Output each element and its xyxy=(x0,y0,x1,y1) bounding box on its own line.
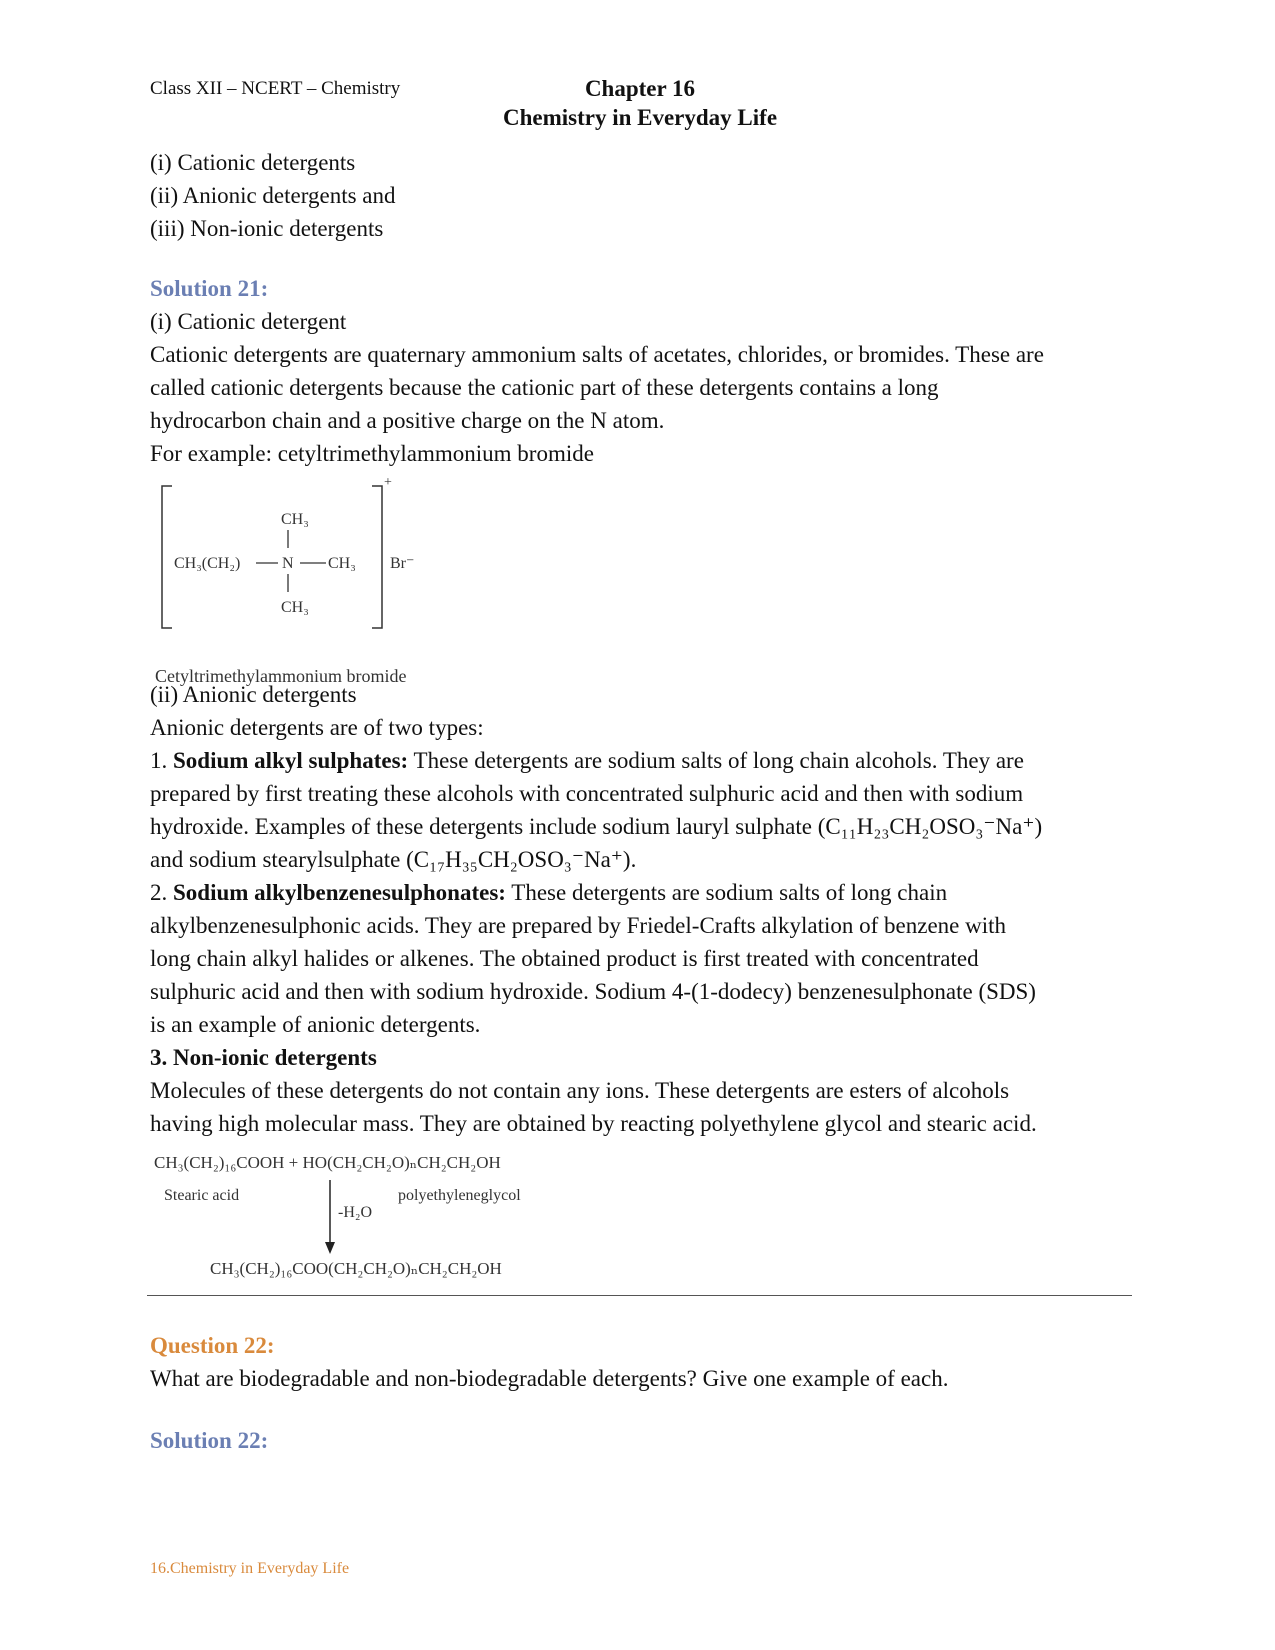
list-item: (iii) Non-ionic detergents xyxy=(150,216,384,241)
anionic-intro: Anionic detergents are of two types: xyxy=(150,715,484,740)
example-line: For example: cetyltrimethylammonium bromide xyxy=(150,441,594,466)
type2-line: 2. Sodium alkylbenzenesulphonates: These detergents are sodium salts of long chain xyxy=(150,880,948,905)
alkyl-chain-label: CH₃(CH₂) xyxy=(174,555,241,572)
water-loss-label: -H₂O xyxy=(338,1204,373,1221)
solution-21-heading: Solution 21: xyxy=(150,276,269,301)
reactants-label: CH₃(CH₂)₁₆COOH + HO(CH₂CH₂O)ₙCH₂CH₂OH xyxy=(154,1153,501,1172)
figure-caption: Cetyltrimethylammonium bromide xyxy=(155,666,407,686)
paragraph-line: long chain alkyl halides or alkenes. The obtained product is first treated with concentrated xyxy=(150,946,979,971)
paragraph-line: alkylbenzenesulphonic acids. They are prepared by Friedel-Crafts alkylation of benzene with xyxy=(150,913,1007,938)
arrow-head-icon xyxy=(325,1242,335,1254)
question-22-text: What are biodegradable and non-biodegradable detergents? Give one example of each. xyxy=(150,1366,949,1391)
bottom-methyl-label: CH₃ xyxy=(281,599,309,616)
type1-label: Sodium alkyl sulphates: xyxy=(173,748,409,773)
question-22-block xyxy=(150,1329,1130,1395)
paragraph-line: Cationic detergents are quaternary ammonium salts of acetates, chlorides, or bromides. These are xyxy=(150,342,1044,367)
top-methyl-label: CH₃ xyxy=(281,511,309,528)
paragraph-line: sulphuric acid and then with sodium hydroxide. Sodium 4-(1-dodecy) benzenesulphonate (SDS) xyxy=(150,979,1036,1004)
paragraph-line: is an example of anionic detergents. xyxy=(150,1012,481,1037)
paragraph-line: and sodium stearylsulphate (C₁₇H₃₅CH₂OSO₃⁻Na⁺). xyxy=(150,847,637,872)
question-22-heading: Question 22: xyxy=(150,1333,275,1358)
solution-22-block xyxy=(150,1424,1130,1457)
paragraph-line: hydroxide. Examples of these detergents include sodium lauryl sulphate (C₁₁H₂₃CH₂OSO₃⁻Na⁺) xyxy=(150,814,1043,839)
cetyltrimethylammonium-structure xyxy=(150,478,450,638)
paragraph-line: called cationic detergents because the cationic part of these detergents contains a long xyxy=(150,375,939,400)
type2-label: Sodium alkylbenzenesulphonates: xyxy=(173,880,506,905)
nitrogen-label: N xyxy=(282,555,294,572)
solution-22-heading: Solution 22: xyxy=(150,1428,269,1453)
chapter-title: Chemistry in Everyday Life xyxy=(502,105,778,130)
section-divider xyxy=(147,1295,1132,1296)
chapter-heading xyxy=(470,74,810,132)
esterification-reaction xyxy=(150,1150,570,1285)
type1-line: 1. Sodium alkyl sulphates: These detergents are sodium salts of long chain alcohols. They are xyxy=(150,748,1024,773)
anionic-subheading: (ii) Anionic detergents xyxy=(150,682,357,707)
anionic-block xyxy=(150,678,1130,1140)
product-label: CH₃(CH₂)₁₆COO(CH₂CH₂O)ₙCH₂CH₂OH xyxy=(210,1259,502,1278)
peg-label: polyethyleneglycol xyxy=(398,1187,521,1204)
cationic-subheading: (i) Cationic detergent xyxy=(150,309,347,334)
stearic-acid-label: Stearic acid xyxy=(164,1187,240,1204)
paragraph-line: prepared by first treating these alcohols with concentrated sulphuric acid and then with sodium xyxy=(150,781,1024,806)
charge-label: + xyxy=(384,478,392,490)
paragraph-line: having high molecular mass. They are obtained by reacting polyethylene glycol and stearic acid. xyxy=(150,1111,1037,1136)
right-methyl-label: CH₃ xyxy=(328,555,356,572)
list-item: (i) Cationic detergents xyxy=(150,150,356,175)
header-class-label: Class XII – NCERT – Chemistry xyxy=(150,78,401,99)
detergent-list xyxy=(150,146,1130,245)
list-item: (ii) Anionic detergents and xyxy=(150,183,396,208)
nonionic-subheading: 3. Non-ionic detergents xyxy=(150,1045,377,1070)
solution-21-block xyxy=(150,272,1130,470)
page-footer: 16.Chemistry in Everyday Life xyxy=(150,1560,350,1577)
bromide-label: Br⁻ xyxy=(390,555,415,572)
paragraph-line: Molecules of these detergents do not contain any ions. These detergents are esters of alcohols xyxy=(150,1078,1010,1103)
paragraph-line: hydrocarbon chain and a positive charge on the N atom. xyxy=(150,408,665,433)
chapter-number: Chapter 16 xyxy=(584,76,696,101)
